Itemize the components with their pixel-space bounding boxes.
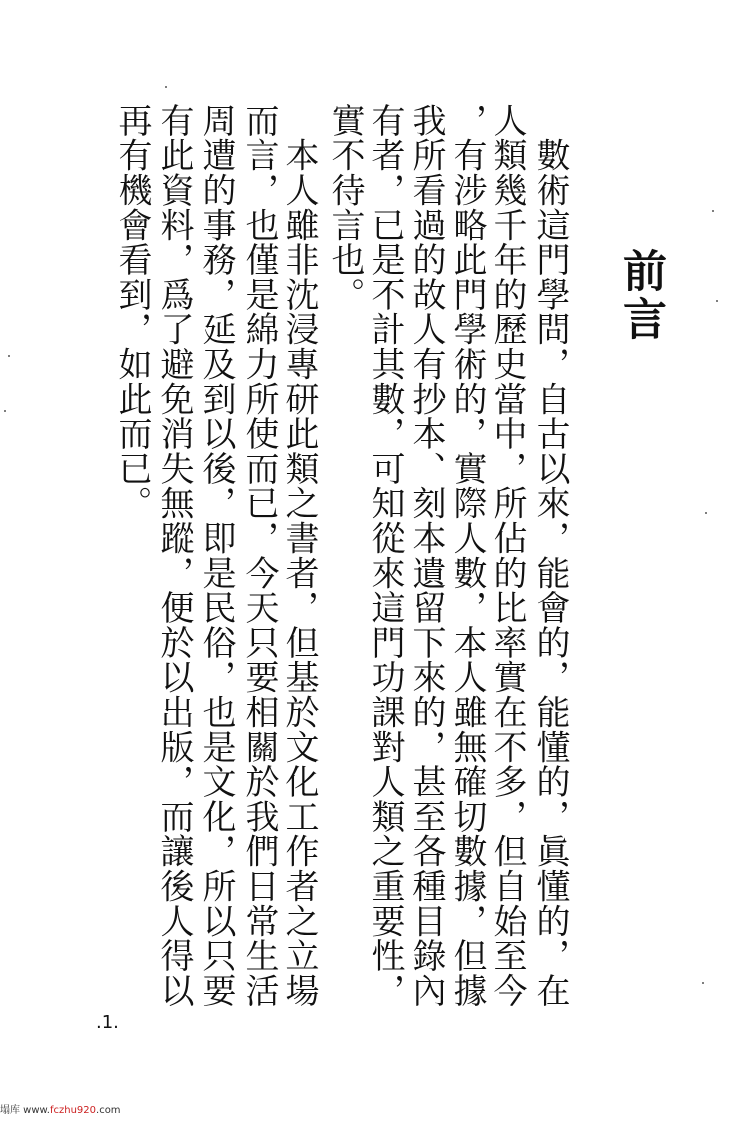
watermark-domain: fczhu920 — [49, 1105, 97, 1116]
text-column-2: 人類幾千年的歷史當中，所佔的比率實在不多，但自始至今 — [487, 103, 527, 1008]
scan-speck — [705, 512, 707, 514]
text-column-3: ，有涉略此門學術的，實際人數，本人雖無確切數據，但據 — [447, 103, 487, 1008]
text-column-6: 實不待言也。 — [325, 103, 365, 312]
text-column-10: 有此資料，爲了避免消失無蹤，便於以出版，而讓後人得以 — [154, 103, 194, 1008]
text-column-7: 本人雖非沈浸專研此類之書者，但基於文化工作者之立場 — [279, 103, 319, 1008]
watermark-prefix: 塌库 www. — [0, 1105, 50, 1116]
scan-speck — [712, 210, 714, 212]
text-column-8: 而言，也僅是綿力所使而已，今天只要相關於我們日常生活 — [239, 103, 279, 1008]
watermark — [0, 1101, 121, 1116]
text-column-1: 數術這門學問，自古以來，能會的，能懂的，眞懂的，在 — [530, 103, 570, 1008]
scan-speck — [4, 410, 6, 412]
page-title: 前言 — [615, 248, 666, 344]
scan-speck — [8, 355, 10, 357]
scan-speck — [165, 86, 167, 88]
text-column-9: 周遭的事務，延及到以後，即是民俗，也是文化，所以只要 — [196, 103, 236, 1008]
scan-speck — [702, 982, 704, 984]
scan-speck — [716, 300, 718, 302]
text-column-4: 我所看過的故人有抄本、刻本遺留下來的，甚至各種目錄內 — [406, 103, 446, 1008]
text-column-5: 有者，已是不計其數，可知從來這門功課對人類之重要性， — [365, 103, 405, 1008]
text-column-11: 再有機會看到，如此而已。 — [112, 103, 152, 521]
watermark-suffix: .com — [96, 1105, 121, 1116]
page-number: .1. — [96, 1012, 119, 1033]
